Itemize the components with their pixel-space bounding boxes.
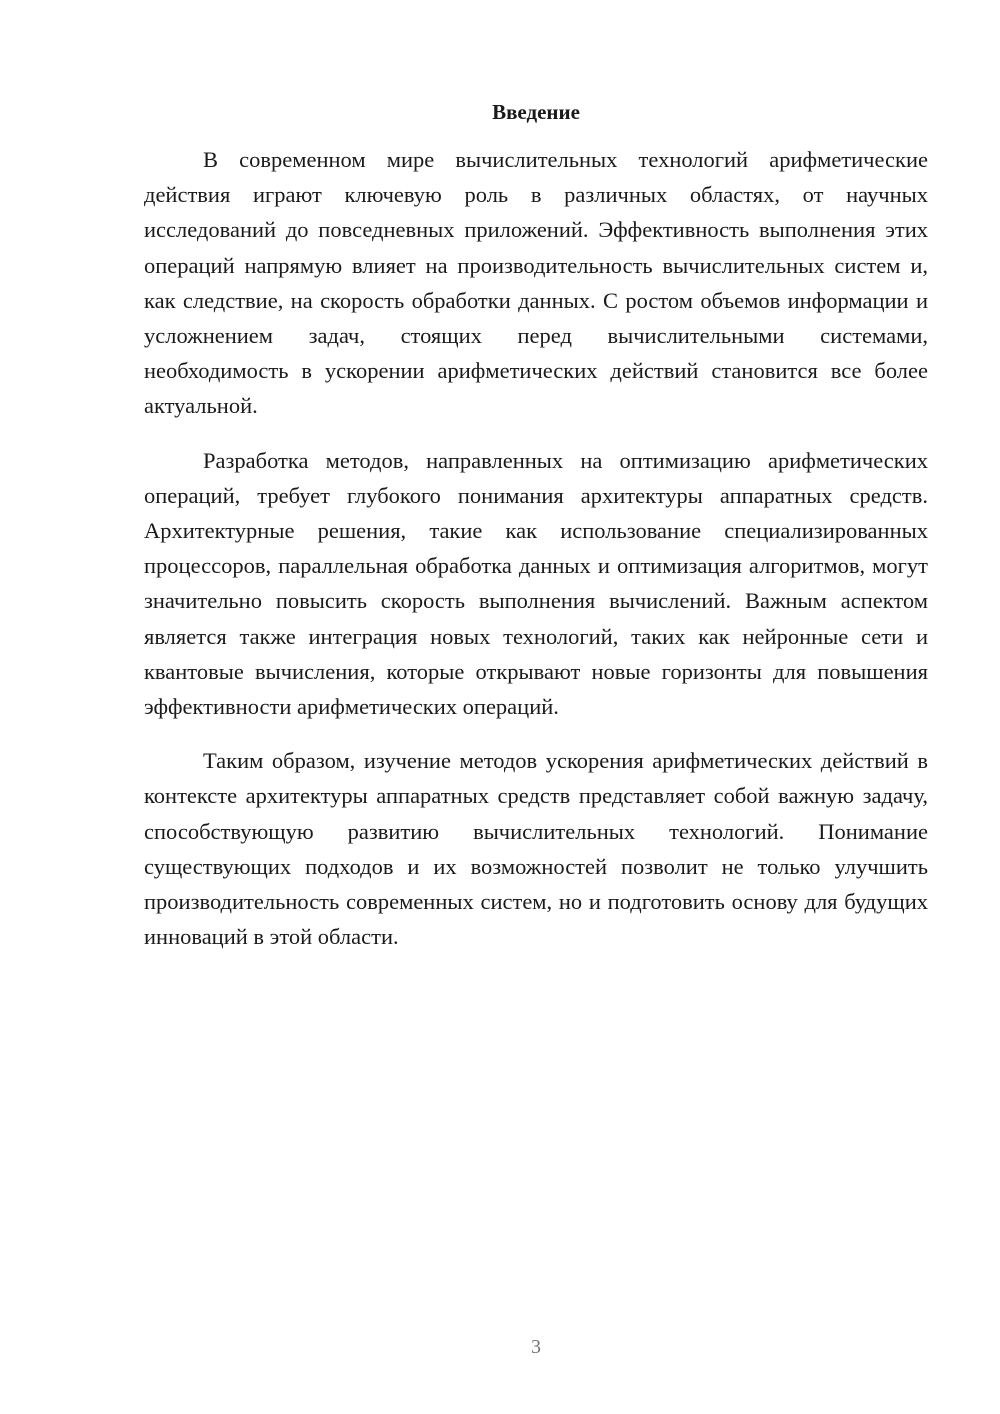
paragraph-1: В современном мире вычислительных технологий арифметические действия играют ключевую роль в различных областях, от научных исследований до повседневных приложений. Эффективность выполнения этих операций напрямую влияет на производительность вычислительных систем и, как следствие, на скорость обработки данных. С ростом объемов информации и усложнением задач, стоящих перед вычислительными системами, необходимость в ускорении арифметических действий становится все более актуальной. — [144, 147, 928, 419]
document-body — [144, 142, 928, 954]
section-title: Введение — [492, 100, 580, 124]
page-number: 3 — [531, 1336, 541, 1358]
paragraph-3: Таким образом, изучение методов ускорения арифметических действий в контексте архитектуры аппаратных средств представляет собой важную задачу, способствующую развитию вычислительных технологий. Понимание существующих подходов и их возможностей позволит не только улучшить производительность современных систем, но и подготовить основу для будущих инноваций в этой области. — [144, 748, 928, 950]
paragraph-2: Разработка методов, направленных на оптимизацию арифметических операций, требует глубокого понимания архитектуры аппаратных средств. Архитектурные решения, такие как использование специализированных процессоров, параллельная обработка данных и оптимизация алгоритмов, могут значительно повысить скорость выполнения вычислений. Важным аспектом является также интеграция новых технологий, таких как нейронные сети и квантовые вычисления, которые открывают новые горизонты для повышения эффективности арифметических операций. — [144, 447, 928, 720]
